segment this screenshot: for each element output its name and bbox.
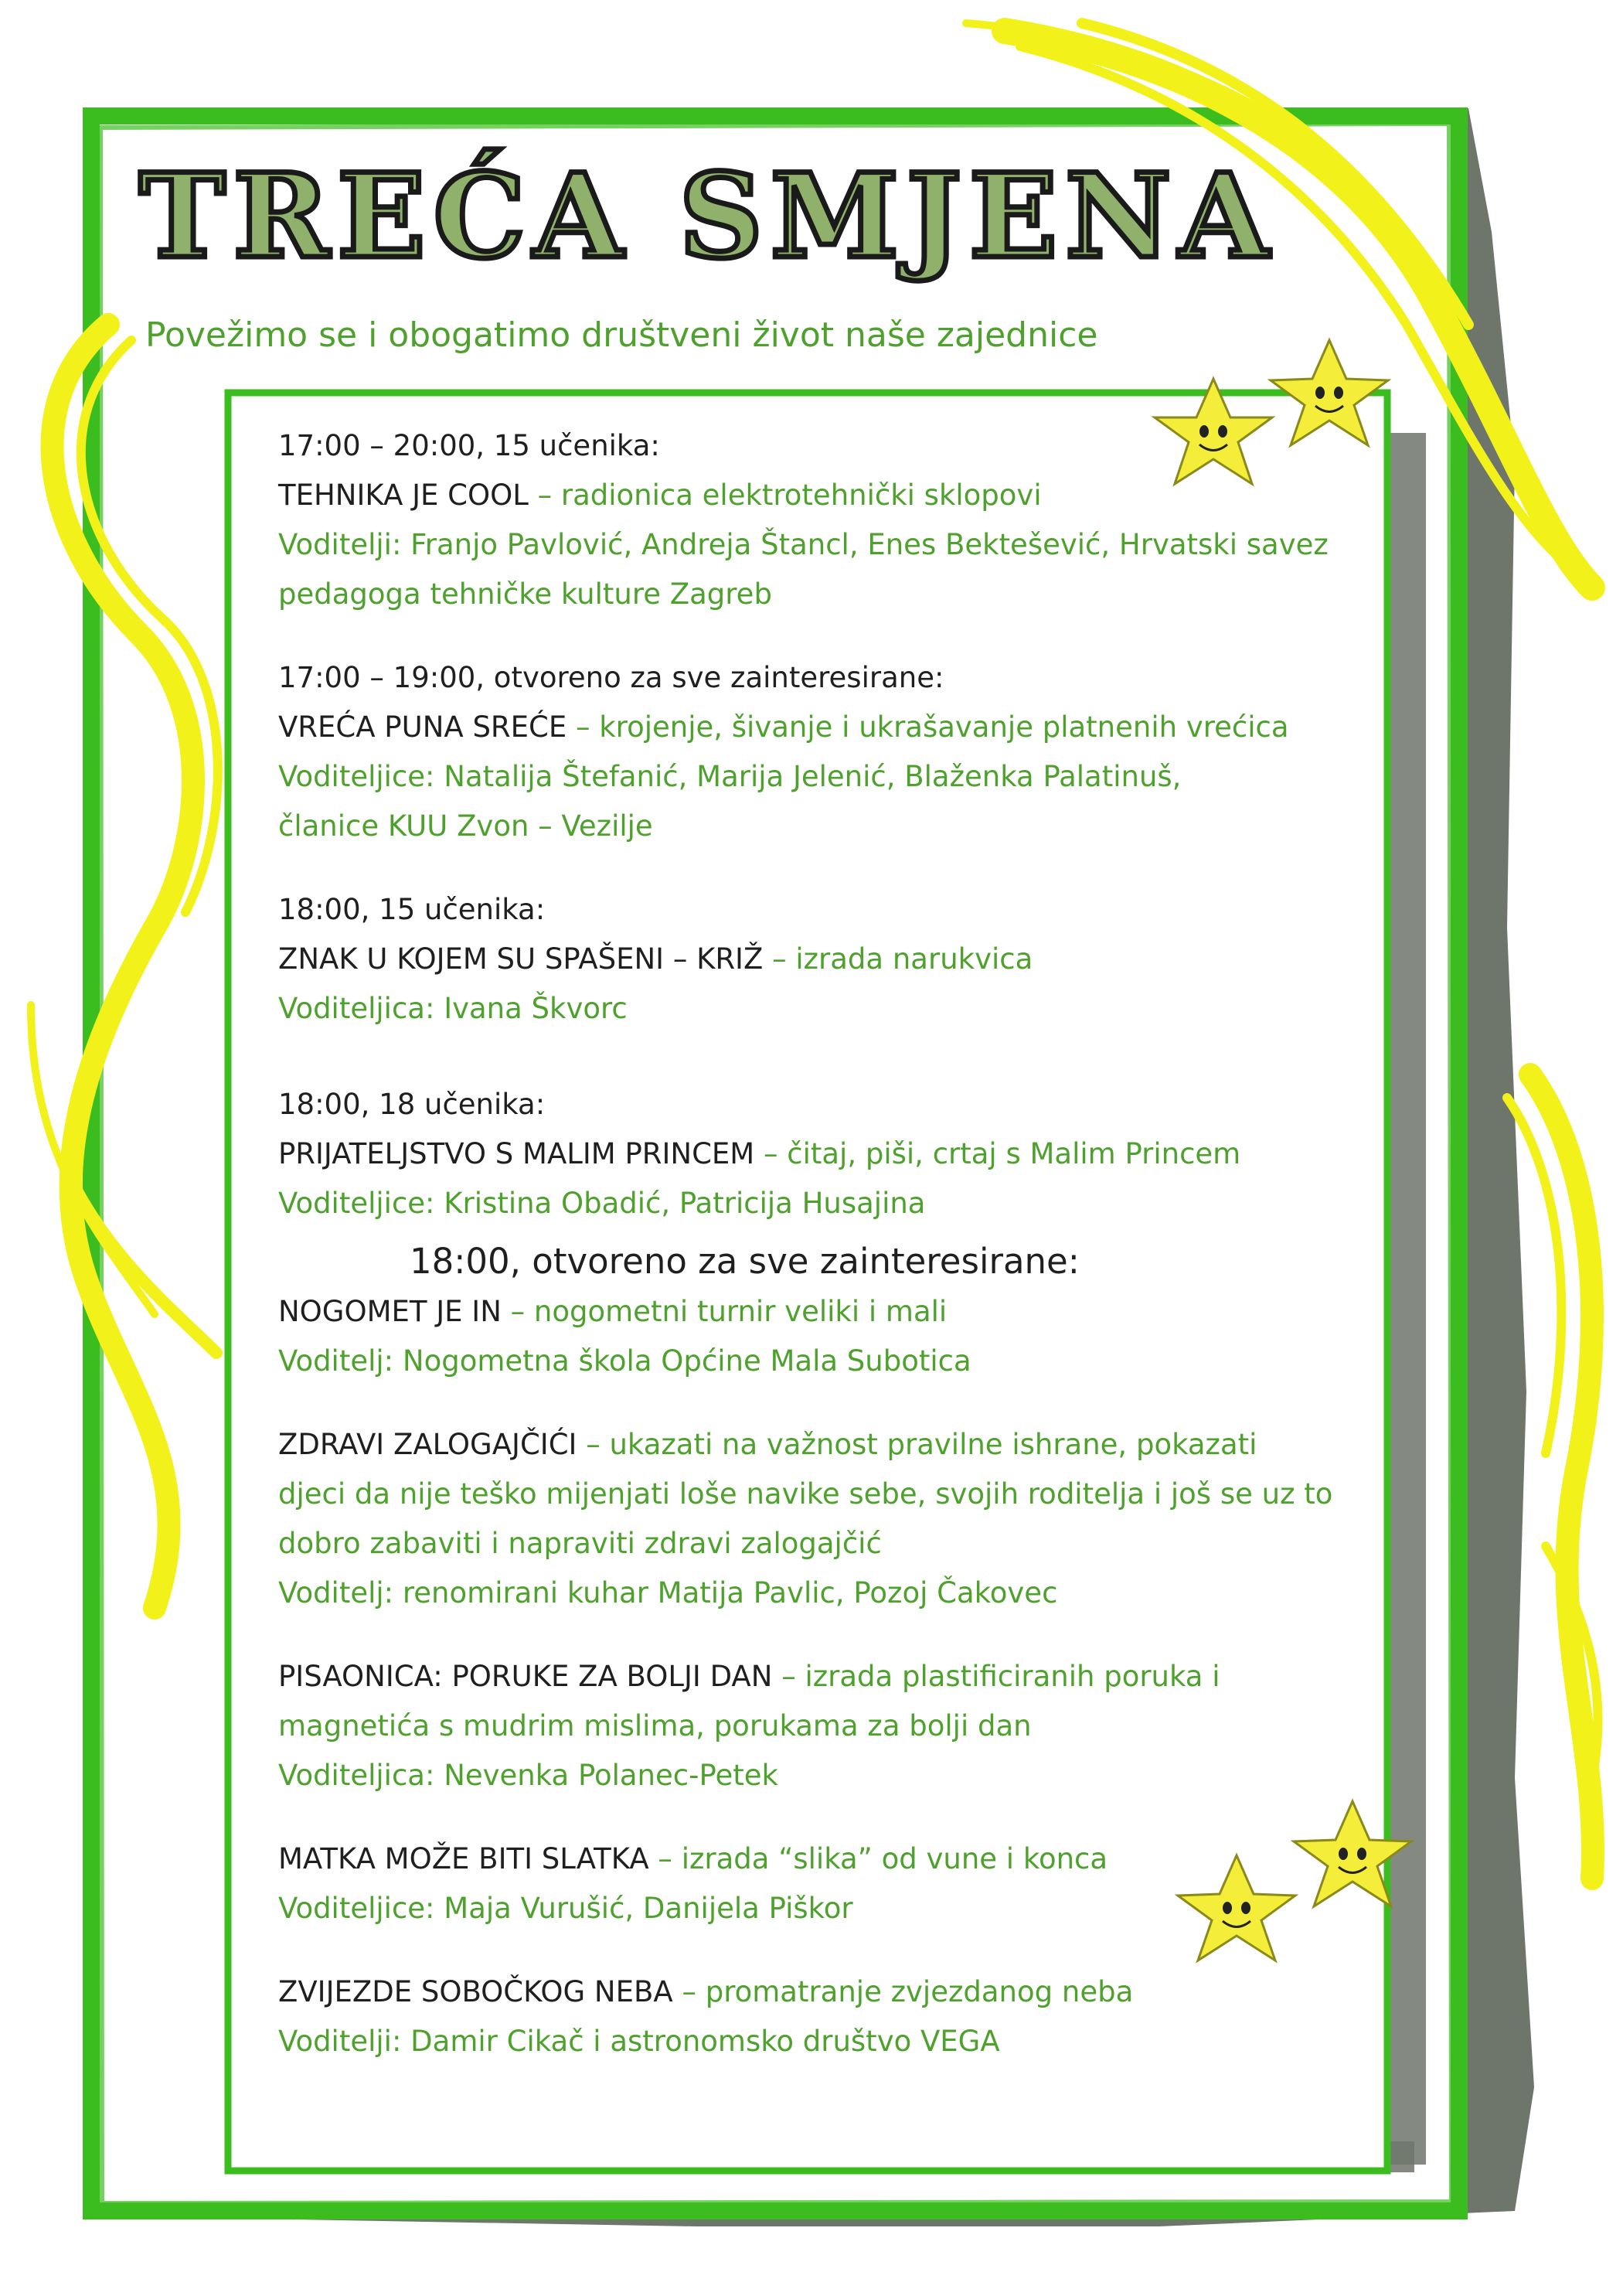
activity-block	[278, 1236, 1360, 1386]
activity-leaders: Voditelji: Damir Cikač i astronomsko društvo VEGA	[278, 2025, 1000, 2058]
activity-leaders: članice KUU Zvon – Vezilje	[278, 809, 653, 843]
activity-title: ZVIJEZDE SOBOČKOG NEBA	[278, 1975, 673, 2008]
activity-time: 17:00 – 19:00, otvoreno za sve zainteresirane:	[278, 661, 944, 694]
activity-description: – promatranje zvjezdanog neba	[672, 1975, 1134, 2008]
activity-description-cont: djeci da nije teško mijenjati loše navike sebe, svojih roditelja i još se uz to	[278, 1477, 1333, 1511]
activity-description-cont: magnetića s mudrim mislima, porukama za bolji dan	[278, 1709, 1032, 1742]
activity-block	[278, 1652, 1360, 1800]
activity-leaders: Voditeljice: Kristina Obadić, Patricija Husajina	[278, 1187, 926, 1220]
program-list	[278, 421, 1360, 2100]
activity-leaders: Voditelj: Nogometna škola Općine Mala Subotica	[278, 1344, 971, 1378]
activity-description: – izrada narukvica	[763, 942, 1033, 976]
activity-leaders: Voditelj: renomirani kuhar Matija Pavlic, Pozoj Čakovec	[278, 1576, 1058, 1610]
activity-title: PRIJATELJSTVO S MALIM PRINCEM	[278, 1137, 755, 1170]
activity-title: PISAONICA: PORUKE ZA BOLJI DAN	[278, 1660, 773, 1693]
activity-block	[278, 653, 1360, 851]
activity-block	[278, 1967, 1360, 2066]
activity-description: – nogometni turnir veliki i mali	[501, 1295, 948, 1328]
activity-description: – ukazati na važnost pravilne ishrane, pokazati	[577, 1428, 1257, 1461]
page-title: TREĆA SMJENA	[139, 148, 1277, 284]
activity-description: – izrada “slika” od vune i konca	[648, 1842, 1108, 1875]
activity-description: – čitaj, piši, crtaj s Malim Princem	[754, 1137, 1241, 1170]
activity-leaders: Voditeljice: Maja Vurušić, Danijela Piškor	[278, 1892, 853, 1925]
activity-time: 17:00 – 20:00, 15 učenika:	[278, 429, 660, 462]
activity-description: – radionica elektrotehnički sklopovi	[528, 479, 1042, 512]
activity-leaders: Voditeljica: Ivana Škvorc	[278, 992, 628, 1025]
activity-title: MATKA MOŽE BITI SLATKA	[278, 1842, 649, 1875]
activity-time: 18:00, 15 učenika:	[278, 893, 546, 926]
activity-block	[278, 885, 1360, 1034]
activity-leaders: Voditelji: Franjo Pavlović, Andreja Štancl, Enes Bektešević, Hrvatski savez	[278, 528, 1329, 561]
activity-title: ZNAK U KOJEM SU SPAŠENI – KRIŽ	[278, 942, 764, 976]
section-header: 18:00, otvoreno za sve zainteresirane:	[410, 1241, 1080, 1282]
activity-leaders: Voditeljice: Natalija Štefanić, Marija Jelenić, Blaženka Palatinuš,	[278, 760, 1182, 793]
activity-block	[278, 1080, 1360, 1228]
activity-description: – izrada plastificiranih poruka i	[772, 1660, 1220, 1693]
activity-title: TEHNIKA JE COOL	[278, 479, 529, 512]
activity-title: NOGOMET JE IN	[278, 1295, 502, 1328]
activity-block	[278, 421, 1360, 619]
activity-title: ZDRAVI ZALOGAJČIĆI	[278, 1428, 577, 1461]
activity-block	[278, 1834, 1360, 1933]
activity-leaders: pedagoga tehničke kulture Zagreb	[278, 577, 772, 611]
activity-description-cont: dobro zabaviti i napraviti zdravi zalogajčić	[278, 1527, 882, 1560]
activity-time: 18:00, 18 učenika:	[278, 1088, 546, 1121]
activity-title: VREĆA PUNA SREĆE	[278, 710, 567, 744]
activity-leaders: Voditeljica: Nevenka Polanec-Petek	[278, 1759, 778, 1792]
activity-description: – krojenje, šivanje i ukrašavanje platnenih vrećica	[567, 710, 1289, 744]
page-subtitle: Povežimo se i obogatimo društveni život naše zajednice	[145, 315, 1098, 355]
activity-block	[278, 1420, 1360, 1618]
